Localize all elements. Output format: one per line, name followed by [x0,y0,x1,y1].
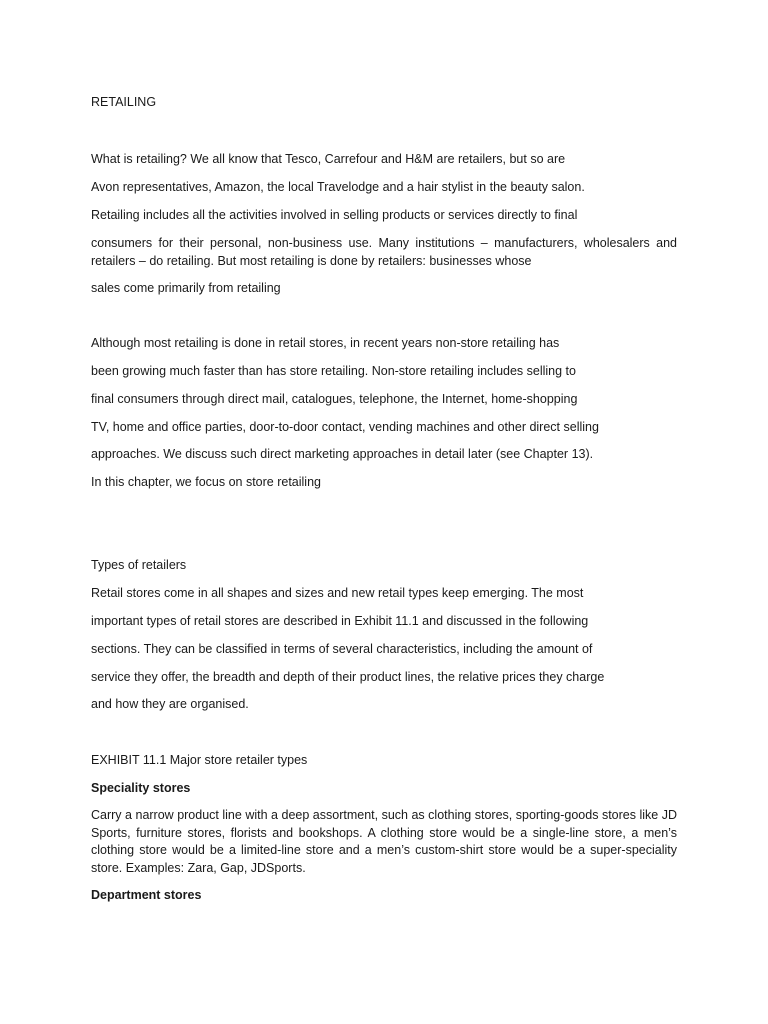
nonstore-line-3: final consumers through direct mail, catalogues, telephone, the Internet, home-shopping [91,392,578,406]
types-line-5: and how they are organised. [91,697,249,711]
nonstore-line-2: been growing much faster than has store retailing. Non-store retailing includes selling to [91,364,576,378]
types-line-4: service they offer, the breadth and depth of their product lines, the relative prices they charge [91,670,605,684]
nonstore-line-4: TV, home and office parties, door-to-door contact, vending machines and other direct selling [91,420,599,434]
nonstore-line-1: Although most retailing is done in retail stores, in recent years non-store retailing has [91,336,560,350]
nonstore-line-6: In this chapter, we focus on store retailing [91,475,321,489]
speciality-heading: Speciality stores [91,781,191,795]
types-heading: Types of retailers [91,558,187,572]
department-heading: Department stores [91,888,202,902]
intro-last-line: sales come primarily from retailing [91,281,281,295]
types-line-3: sections. They can be classified in terms of several characteristics, including the amount of [91,642,593,656]
intro-line-3: Retailing includes all the activities involved in selling products or services directly to final [91,208,578,222]
intro-line-2: Avon representatives, Amazon, the local Travelodge and a hair stylist in the beauty salon. [91,180,585,194]
intro-paragraph: consumers for their personal, non-business use. Many institutions – manufacturers, wholesalers and retailers – do retailing. But most retailing is done by retailers: businesses whose [91,236,677,268]
exhibit-title: EXHIBIT 11.1 Major store retailer types [91,753,308,767]
nonstore-line-5: approaches. We discuss such direct marketing approaches in detail later (see Chapter 13). [91,447,594,461]
document-heading: RETAILING [91,95,157,109]
speciality-paragraph: Carry a narrow product line with a deep assortment, such as clothing stores, sporting-goods stores like JD Sports, furniture stores, florists and bookshops. A clothing store would be a single-line store, a men’s clothing store would be a limited-line store and a men’s custom-shirt store would be a super-speciality store. Examples: Zara, Gap, JDSports. [91,808,677,875]
types-line-2: important types of retail stores are described in Exhibit 11.1 and discussed in the following [91,614,589,628]
types-line-1: Retail stores come in all shapes and sizes and new retail types keep emerging. The most [91,586,584,600]
intro-line-1: What is retailing? We all know that Tesco, Carrefour and H&M are retailers, but so are [91,152,566,166]
